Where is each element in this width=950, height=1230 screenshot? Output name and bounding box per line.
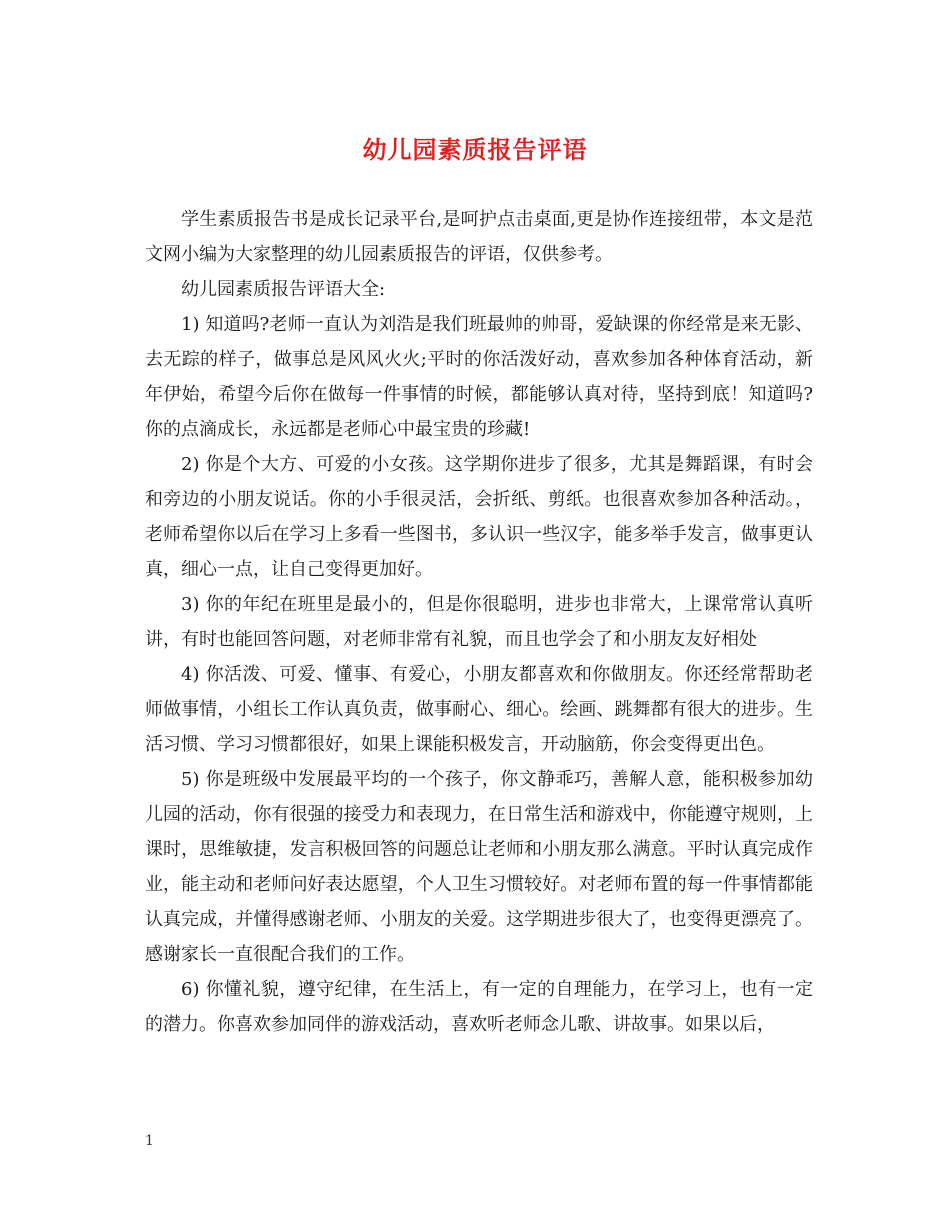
paragraph-comment-1: 1) 知道吗?老师一直认为刘浩是我们班最帅的帅哥，爱缺课的你经常是来无影、去无踪的样子，做事总是风风火火;平时的你活泼好动，喜欢参加各种体育活动，新年伊始，希望今后你在做每一件事情的时候，都能够认真对待，坚持到底！知道吗?你的点滴成长，永远都是老师心中最宝贵的珍藏! — [145, 314, 813, 440]
paragraph-intro: 学生素质报告书是成长记录平台,是呵护点击桌面,更是协作连接纽带，本文是范文网小编为大家整理的幼儿园素质报告的评语，仅供参考。 — [145, 209, 813, 265]
paragraph-comment-3: 3) 你的年纪在班里是最小的，但是你很聪明，进步也非常大，上课常常认真听讲，有时也能回答问题，对老师非常有礼貌，而且也学会了和小朋友友好相处 — [145, 594, 813, 650]
paragraph-comment-6: 6) 你懂礼貌，遵守纪律，在生活上，有一定的自理能力，在学习上，也有一定的潜力。你喜欢参加同伴的游戏活动，喜欢听老师念儿歌、讲故事。如果以后， — [145, 979, 813, 1035]
page-number: 1 — [145, 1133, 154, 1149]
paragraph-heading: 幼儿园素质报告评语大全: — [181, 279, 386, 300]
paragraph-comment-4: 4) 你活泼、可爱、懂事、有爱心，小朋友都喜欢和你做朋友。你还经常帮助老师做事情，小组长工作认真负责，做事耐心、细心。绘画、跳舞都有很大的进步。生活习惯、学习习惯都很好，如果上课能积极发言，开动脑筋，你会变得更出色。 — [145, 664, 813, 755]
document-title: 幼儿园素质报告评语 — [362, 135, 588, 164]
paragraph-comment-5: 5) 你是班级中发展最平均的一个孩子，你文静乖巧，善解人意，能积极参加幼儿园的活动，你有很强的接受力和表现力，在日常生活和游戏中，你能遵守规则，上课时，思维敏捷，发言积极回答的问题总让老师和小朋友那么满意。平时认真完成作业，能主动和老师问好表达愿望，个人卫生习惯较好。对老师布置的每一件事情都能认真完成，并懂得感谢老师、小朋友的关爱。这学期进步很大了，也变得更漂亮了。感谢家长一直很配合我们的工作。 — [145, 769, 813, 965]
document-body — [145, 202, 813, 1042]
paragraph-comment-2: 2) 你是个大方、可爱的小女孩。这学期你进步了很多，尤其是舞蹈课，有时会和旁边的小朋友说话。你的小手很灵活，会折纸、剪纸。也很喜欢参加各种活动。，老师希望你以后在学习上多看一些图书，多认识一些汉字，能多举手发言，做事更认真，细心一点，让自己变得更加好。 — [145, 454, 813, 580]
